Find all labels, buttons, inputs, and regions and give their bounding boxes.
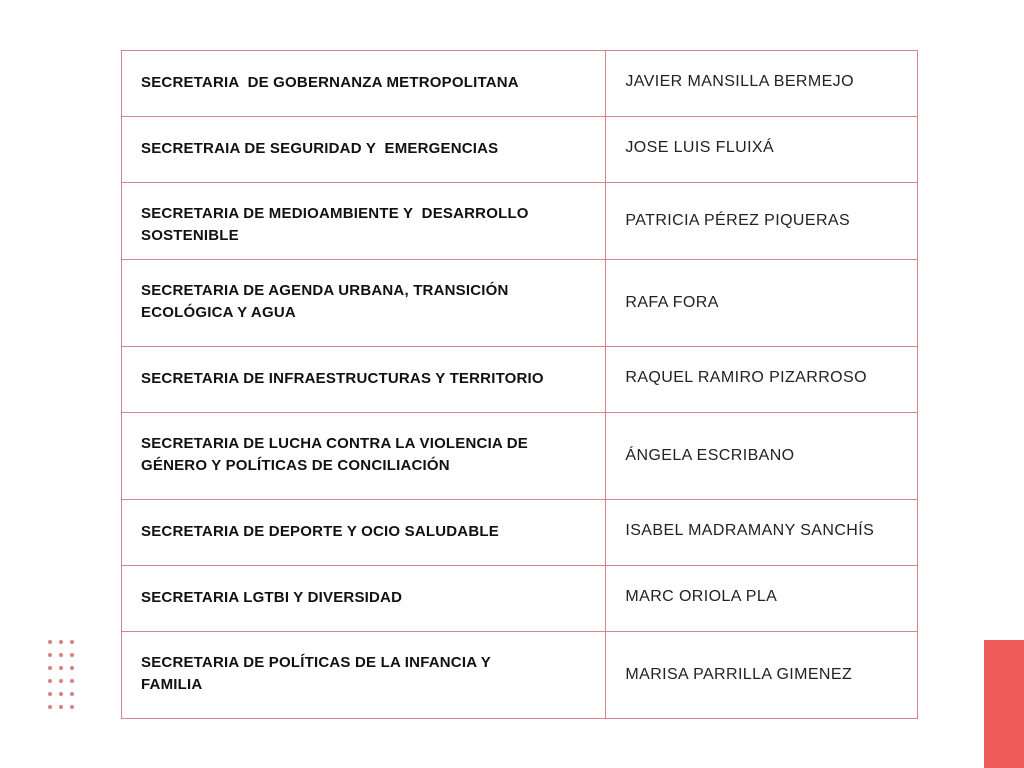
decoration-dot (48, 692, 52, 696)
person-cell: JOSE LUIS FLUIXÁ (606, 117, 918, 182)
department-cell: SECRETARIA DE DEPORTE Y OCIO SALUDABLE (122, 500, 606, 565)
table-row (122, 413, 918, 500)
table-row (122, 347, 918, 413)
person-cell: JAVIER MANSILLA BERMEJO (606, 51, 918, 116)
decoration-dot (59, 679, 63, 683)
decoration-dot (70, 705, 74, 709)
person-cell: MARC ORIOLA PLA (606, 566, 918, 631)
secretariats-table (121, 50, 918, 719)
table-row (122, 500, 918, 566)
person-cell: PATRICIA PÉREZ PIQUERAS (606, 183, 918, 259)
person-cell: MARISA PARRILLA GIMENEZ (606, 632, 918, 718)
table-row (122, 117, 918, 183)
person-cell: RAFA FORA (606, 260, 918, 346)
department-cell: SECRETARIA DE MEDIOAMBIENTE Y DESARROLLO SOSTENIBLE (122, 183, 606, 259)
department-cell: SECRETARIA DE POLÍTICAS DE LA INFANCIA Y FAMILIA (122, 632, 606, 718)
accent-block-decoration (984, 640, 1024, 768)
department-cell: SECRETARIA DE LUCHA CONTRA LA VIOLENCIA DE GÉNERO Y POLÍTICAS DE CONCILIACIÓN (122, 413, 606, 499)
decoration-dot (48, 640, 52, 644)
decoration-dot (48, 679, 52, 683)
department-cell: SECRETARIA LGTBI Y DIVERSIDAD (122, 566, 606, 631)
department-cell: SECRETARIA DE INFRAESTRUCTURAS Y TERRITORIO (122, 347, 606, 412)
department-cell: SECRETARIA DE GOBERNANZA METROPOLITANA (122, 51, 606, 116)
decoration-dot (59, 705, 63, 709)
department-cell: SECRETARIA DE AGENDA URBANA, TRANSICIÓN ECOLÓGICA Y AGUA (122, 260, 606, 346)
table-row (122, 260, 918, 347)
decoration-dot (48, 653, 52, 657)
table-row (122, 632, 918, 719)
decoration-dot (59, 692, 63, 696)
decoration-dot (70, 666, 74, 670)
decoration-dot (70, 692, 74, 696)
decoration-dot (59, 640, 63, 644)
table-row (122, 566, 918, 632)
dot-pattern-decoration (47, 639, 77, 711)
table-row (122, 51, 918, 117)
decoration-dot (59, 653, 63, 657)
decoration-dot (70, 640, 74, 644)
department-cell: SECRETRAIA DE SEGURIDAD Y EMERGENCIAS (122, 117, 606, 182)
decoration-dot (48, 705, 52, 709)
decoration-dot (59, 666, 63, 670)
person-cell: RAQUEL RAMIRO PIZARROSO (606, 347, 918, 412)
decoration-dot (70, 679, 74, 683)
person-cell: ÁNGELA ESCRIBANO (606, 413, 918, 499)
decoration-dot (70, 653, 74, 657)
table-row (122, 183, 918, 260)
decoration-dot (48, 666, 52, 670)
person-cell: ISABEL MADRAMANY SANCHÍS (606, 500, 918, 565)
